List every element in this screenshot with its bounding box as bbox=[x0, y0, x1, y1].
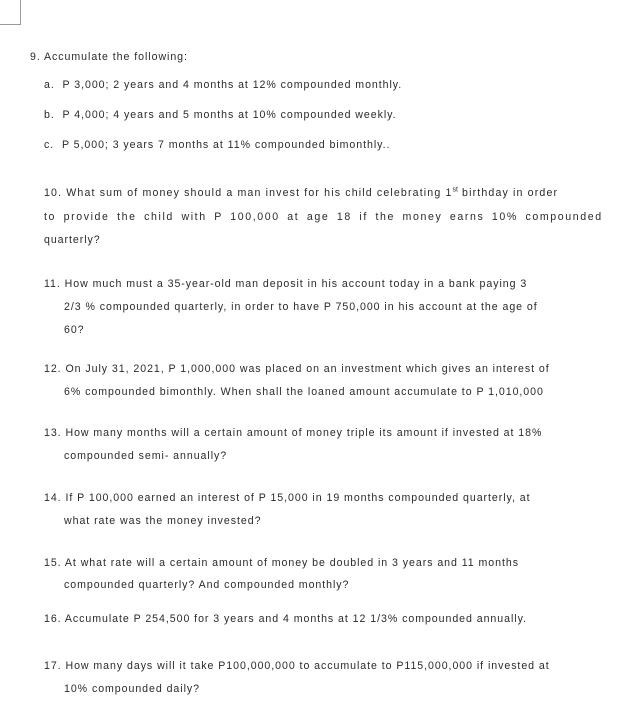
item-label: b. bbox=[44, 109, 55, 121]
text: 10. What sum of money should a man invest for his child celebrating 1 bbox=[44, 187, 453, 199]
question-17-line: 10% compounded daily? bbox=[64, 683, 200, 695]
item-label: c. bbox=[44, 139, 55, 151]
question-14-line: 14. If P 100,000 earned an interest of P 15,000 in 19 months compounded quarterly, at bbox=[44, 492, 531, 504]
question-9c bbox=[44, 138, 390, 152]
item-text: P 4,000; 4 years and 5 months at 10% compounded weekly. bbox=[62, 109, 397, 121]
item-text: P 5,000; 3 years 7 months at 11% compounded bimonthly.. bbox=[61, 139, 391, 151]
question-11-line: 11. How much must a 35-year-old man deposit in his account today in a bank paying 3 bbox=[44, 278, 528, 290]
question-16-line: 16. Accumulate P 254,500 for 3 years and 4 months at 12 1/3% compounded annually. bbox=[44, 613, 527, 625]
question-11-line: 2/3 % compounded quarterly, in order to have P 750,000 in his account at the age of bbox=[64, 301, 538, 313]
question-11-line: 60? bbox=[64, 324, 85, 336]
question-10-line bbox=[44, 186, 558, 200]
question-9-title: 9. Accumulate the following: bbox=[30, 51, 188, 63]
question-13-line: 13. How many months will a certain amount of money triple its amount if invested at 18% bbox=[44, 427, 543, 439]
page-corner-mark bbox=[0, 24, 21, 25]
question-13-line: compounded semi- annually? bbox=[64, 450, 228, 462]
question-15-line: 15. At what rate will a certain amount of money be doubled in 3 years and 11 months bbox=[44, 557, 519, 569]
question-10-line: quarterly? bbox=[44, 234, 101, 246]
question-9b bbox=[44, 108, 397, 122]
question-14-line: what rate was the money invested? bbox=[64, 515, 262, 527]
page-corner-mark bbox=[20, 0, 21, 25]
question-15-line: compounded quarterly? And compounded monthly? bbox=[64, 579, 350, 591]
item-text: P 3,000; 2 years and 4 months at 12% compounded monthly. bbox=[62, 79, 403, 91]
question-12-line: 12. On July 31, 2021, P 1,000,000 was placed on an investment which gives an interest of bbox=[44, 363, 550, 375]
question-12-line: 6% compounded bimonthly. When shall the loaned amount accumulate to P 1,010,000 bbox=[64, 386, 544, 398]
item-label: a. bbox=[44, 79, 55, 91]
superscript: st bbox=[452, 186, 458, 194]
question-17-line: 17. How many days will it take P100,000,000 to accumulate to P115,000,000 if invested at bbox=[44, 660, 550, 672]
question-10-line: to provide the child with P 100,000 at age 18 if the money earns 10% compounded bbox=[44, 211, 603, 223]
question-9a bbox=[44, 78, 402, 92]
text: birthday in order bbox=[457, 187, 559, 199]
